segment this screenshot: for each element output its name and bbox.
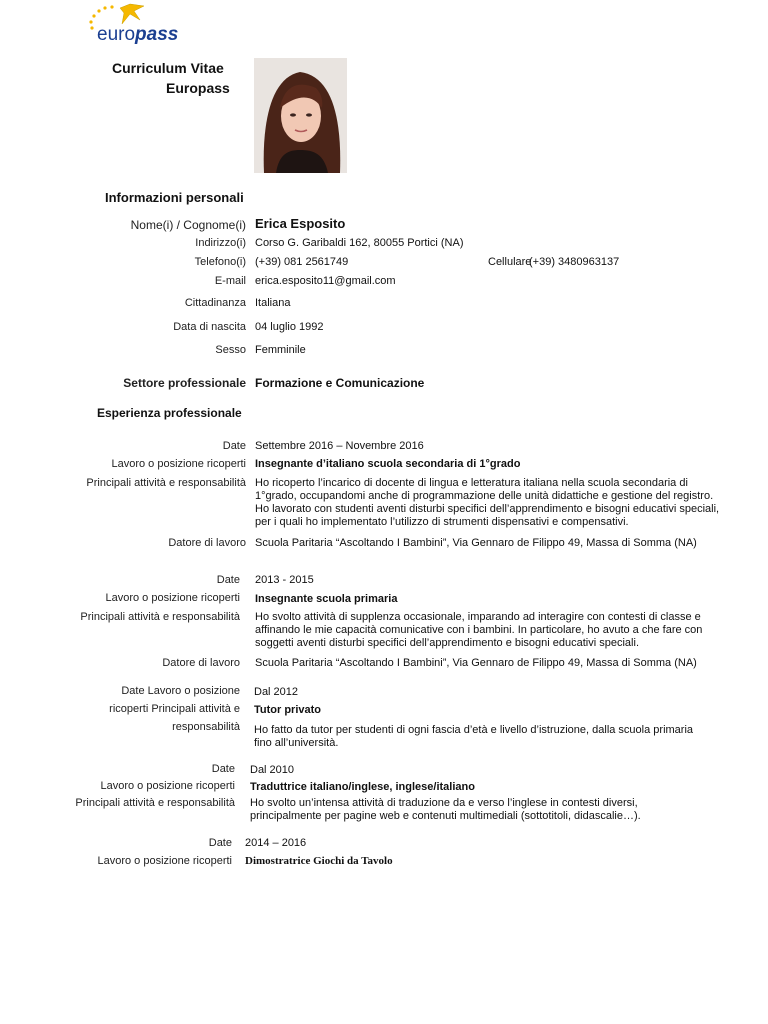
exp2-activities: Ho svolto attività di supplenza occasionale, imparando ad interagire con contesti di classe e affinando le mie capacità comunicative con i bambini. In particolare, ho avuto a che fare con soggetti aventi disturbi specifici dell’apprendimento e bisogni educativi speciali. [255,611,703,649]
exp3-role: Tutor privato [254,704,322,716]
citizenship-label: Cittadinanza [184,297,246,309]
exp2-employer-label: Datore di lavoro [162,657,240,669]
exp3-date: Dal 2012 [254,686,299,698]
exp1-role-label: Lavoro o posizione ricoperti [111,458,246,470]
email-label: E-mail [214,275,246,287]
address-value: Corso G. Garibaldi 162, 80055 Portici (NA) [255,237,464,249]
address-label: Indirizzo(i) [195,237,246,249]
logo-part-euro: euro [97,24,136,45]
profile-photo [254,58,347,173]
sector-label: Settore professionale [123,376,246,390]
exp3-activities: Ho fatto da tutor per studenti di ogni fascia d’età e livello d’istruzione, dalla scuola primaria fino all’università. [254,724,694,749]
logo-part-pass: pass [135,24,179,45]
email-value[interactable]: erica.esposito11@gmail.com [255,275,396,287]
cv-title-line1: Curriculum Vitae [112,60,224,76]
exp2-date: 2013 - 2015 [255,574,314,586]
exp5-role-label: Lavoro o posizione ricoperti [97,855,232,867]
exp4-date: Dal 2010 [250,764,295,776]
exp2-role: Insegnante scuola primaria [255,593,398,605]
exp1-employer-label: Datore di lavoro [168,537,246,549]
exp2-role-label: Lavoro o posizione ricoperti [105,592,240,604]
personal-info-heading: Informazioni personali [105,190,244,205]
sex-value: Femminile [255,344,306,356]
sector-value: Formazione e Comunicazione [255,376,425,390]
exp3-labels-line2: ricoperti Principali attività e [109,703,240,715]
exp1-date: Settembre 2016 – Novembre 2016 [255,440,424,452]
exp4-role: Traduttrice italiano/inglese, inglese/italiano [250,781,475,793]
exp4-activities: Ho svolto un’intensa attività di traduzione da e verso l’inglese in contesti diversi, principalmente per pagine web e contenuti multimediali (sottotitoli, didascalie…). [250,797,641,822]
exp5-date-label: Date [208,837,232,849]
birth-label: Data di nascita [173,321,246,333]
experience-heading: Esperienza professionale [97,406,242,420]
exp2-date-label: Date [216,574,240,586]
exp4-date-label: Date [211,763,235,775]
mobile-value: (+39) 3480963137 [529,256,620,268]
cv-title-line2: Europass [166,80,230,96]
phone-label: Telefono(i) [194,256,246,268]
citizenship-value: Italiana [255,297,291,309]
exp1-date-label: Date [222,440,246,452]
exp5-date: 2014 – 2016 [245,837,307,849]
name-label: Nome(i) / Cognome(i) [130,218,246,232]
exp1-employer: Scuola Paritaria “Ascoltando I Bambini”, Via Gennaro de Filippo 49, Massa di Somma (NA) [255,537,697,549]
exp1-role: Insegnante d’italiano scuola secondaria di 1°grado [255,458,521,470]
mobile-label: Cellulare [488,256,532,268]
birth-value: 04 luglio 1992 [255,321,324,333]
europass-wordmark [97,24,178,46]
exp5-role: Dimostratrice Giochi da Tavolo [245,855,393,867]
name-value: Erica Esposito [255,216,346,231]
exp2-activities-label: Principali attività e responsabilità [80,611,240,623]
exp3-labels-line3: responsabilità [172,721,240,733]
phone-value: (+39) 081 2561749 [255,256,349,268]
exp1-activities-label: Principali attività e responsabilità [86,477,246,489]
sex-label: Sesso [215,344,246,356]
exp4-activities-label: Principali attività e responsabilità [75,797,235,809]
exp3-labels-line1: Date Lavoro o posizione [121,685,240,697]
exp2-employer: Scuola Paritaria “Ascoltando I Bambini”, Via Gennaro de Filippo 49, Massa di Somma (NA) [255,657,697,669]
exp1-activities: Ho ricoperto l’incarico di docente di lingua e letteratura italiana nella scuola secondaria di 1°grado, occupandomi anche di programmazione delle unità didattiche e gestione del registro. Ho lavorato con studenti aventi disturbi specifici dell’apprendimento e bisogni educativi speciali, per i quali ho implementato l’utilizzo di strumenti dispensativi e compensativi. [255,477,720,528]
exp4-role-label: Lavoro o posizione ricoperti [100,780,235,792]
